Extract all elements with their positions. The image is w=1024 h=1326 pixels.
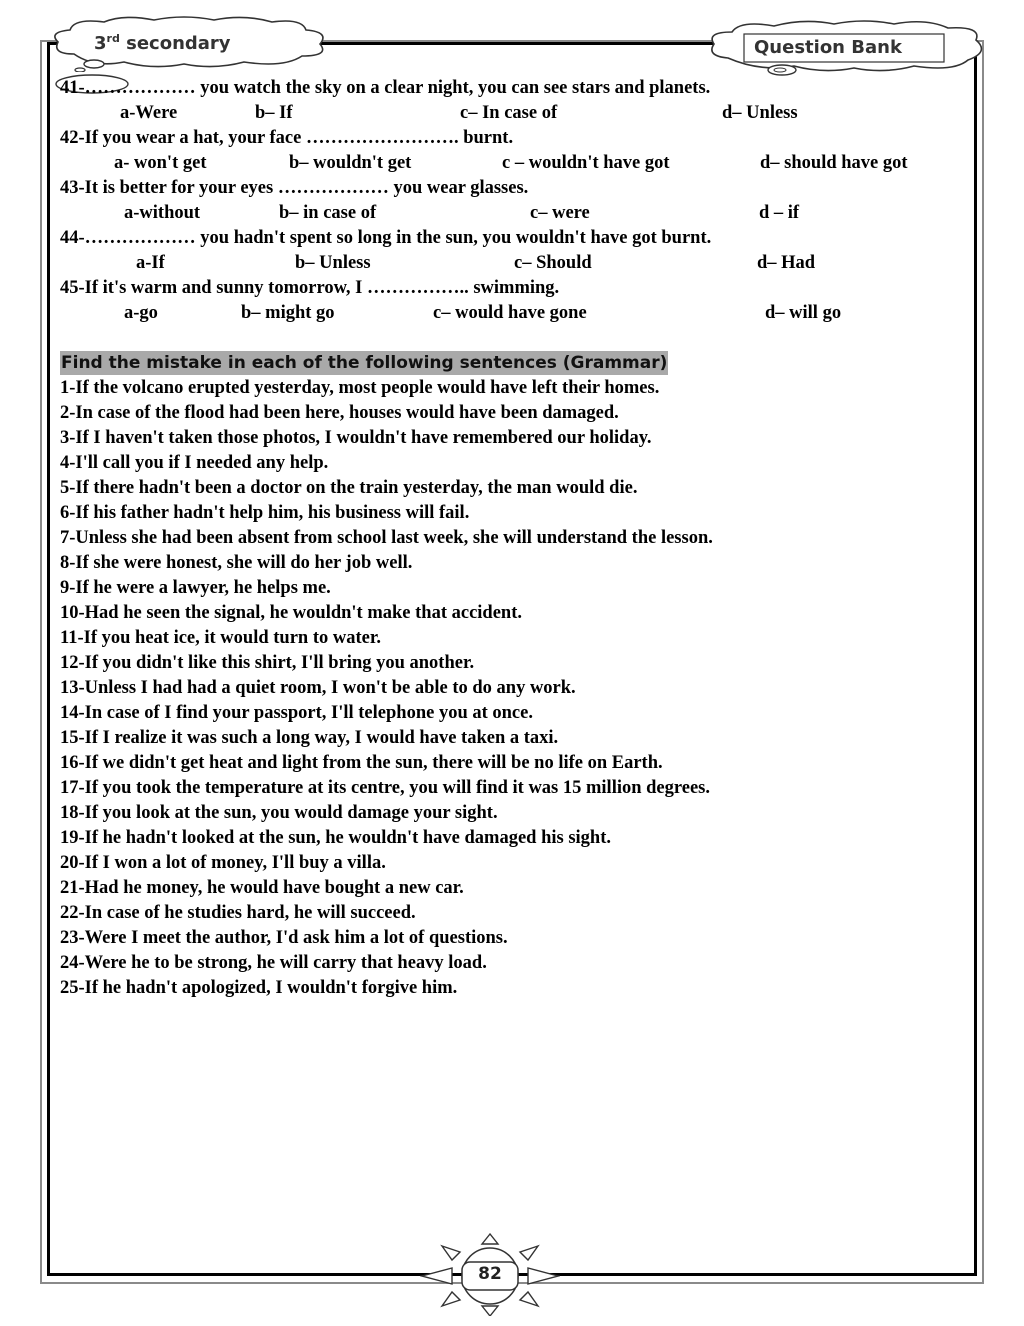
option-d: d – if	[759, 203, 800, 223]
sentence-item: 3-If I haven't taken those photos, I wouldn't have remembered our holiday.	[60, 428, 652, 448]
option-a: a-Were	[120, 103, 178, 123]
sentence-item: 2-In case of the flood had been here, houses would have been damaged.	[60, 403, 619, 423]
header-left-label: 3rd secondary	[94, 32, 231, 54]
option-b: b– wouldn't get	[289, 153, 412, 173]
sentence-item: 20-If I won a lot of money, I'll buy a villa.	[60, 853, 386, 873]
option-b: b– might go	[241, 303, 335, 323]
option-b: b– If	[255, 103, 293, 123]
option-a: a-If	[136, 253, 165, 273]
sentence-list	[60, 376, 960, 1001]
option-c: c– Should	[514, 253, 592, 273]
sentence-item: 5-If there hadn't been a doctor on the train yesterday, the man would die.	[60, 478, 638, 498]
option-c: c– In case of	[460, 103, 558, 123]
sentence-item: 23-Were I meet the author, I'd ask him a lot of questions.	[60, 928, 508, 948]
sentence-item: 15-If I realize it was such a long way, I would have taken a taxi.	[60, 728, 559, 748]
sentence-item: 19-If he hadn't looked at the sun, he wouldn't have damaged his sight.	[60, 828, 611, 848]
sentence-item: 7-Unless she had been absent from school last week, she will understand the lesson.	[60, 528, 713, 548]
option-d: d– will go	[765, 303, 842, 323]
option-a: a-without	[124, 203, 201, 223]
option-c: c– were	[530, 203, 590, 223]
option-d: d– Had	[757, 253, 816, 273]
options-43	[60, 201, 960, 226]
question-41: 41-……………… you watch the sky on a clear night, you can see stars and planets.	[60, 78, 711, 98]
sentence-item: 24-Were he to be strong, he will carry that heavy load.	[60, 953, 487, 973]
option-b: b– in case of	[279, 203, 377, 223]
sentence-item: 4-I'll call you if I needed any help.	[60, 453, 329, 473]
options-44	[60, 251, 960, 276]
sentence-item: 9-If he were a lawyer, he helps me.	[60, 578, 331, 598]
sentence-item: 13-Unless I had had a quiet room, I won't be able to do any work.	[60, 678, 576, 698]
question-43: 43-It is better for your eyes ……………… you wear glasses.	[60, 178, 529, 198]
page-number: 82	[478, 1264, 502, 1284]
header-right-label: Question Bank	[754, 37, 902, 58]
option-c: c– would have gone	[433, 303, 587, 323]
question-45: 45-If it's warm and sunny tomorrow, I …………….. swimming.	[60, 278, 560, 298]
sentence-item: 14-In case of I find your passport, I'll telephone you at once.	[60, 703, 533, 723]
option-a: a- won't get	[114, 153, 207, 173]
section-heading: Find the mistake in each of the following sentences (Grammar)	[61, 353, 668, 373]
page-content	[60, 76, 960, 1001]
sentence-item: 8-If she were honest, she will do her job well.	[60, 553, 413, 573]
question-44: 44-……………… you hadn't spent so long in the sun, you wouldn't have got burnt.	[60, 228, 712, 248]
sentence-item: 12-If you didn't like this shirt, I'll bring you another.	[60, 653, 475, 673]
sentence-item: 22-In case of he studies hard, he will succeed.	[60, 903, 416, 923]
sentence-item: 1-If the volcano erupted yesterday, most people would have left their homes.	[60, 378, 660, 398]
options-42	[60, 151, 960, 176]
sentence-item: 16-If we didn't get heat and light from the sun, there will be no life on Earth.	[60, 753, 663, 773]
option-a: a-go	[124, 303, 158, 323]
sentence-item: 21-Had he money, he would have bought a new car.	[60, 878, 464, 898]
sentence-item: 10-Had he seen the signal, he wouldn't make that accident.	[60, 603, 523, 623]
sentence-item: 18-If you look at the sun, you would damage your sight.	[60, 803, 498, 823]
sentence-item: 11-If you heat ice, it would turn to water.	[60, 628, 381, 648]
options-41	[60, 101, 960, 126]
option-d: d– should have got	[760, 153, 908, 173]
option-c: c – wouldn't have got	[502, 153, 670, 173]
sentence-item: 25-If he hadn't apologized, I wouldn't forgive him.	[60, 978, 458, 998]
sentence-item: 17-If you took the temperature at its centre, you will find it was 15 million degrees.	[60, 778, 711, 798]
sentence-item: 6-If his father hadn't help him, his business will fail.	[60, 503, 470, 523]
question-42: 42-If you wear a hat, your face ……………………. burnt.	[60, 128, 514, 148]
option-b: b– Unless	[295, 253, 371, 273]
options-45	[60, 301, 960, 326]
option-d: d– Unless	[722, 103, 798, 123]
